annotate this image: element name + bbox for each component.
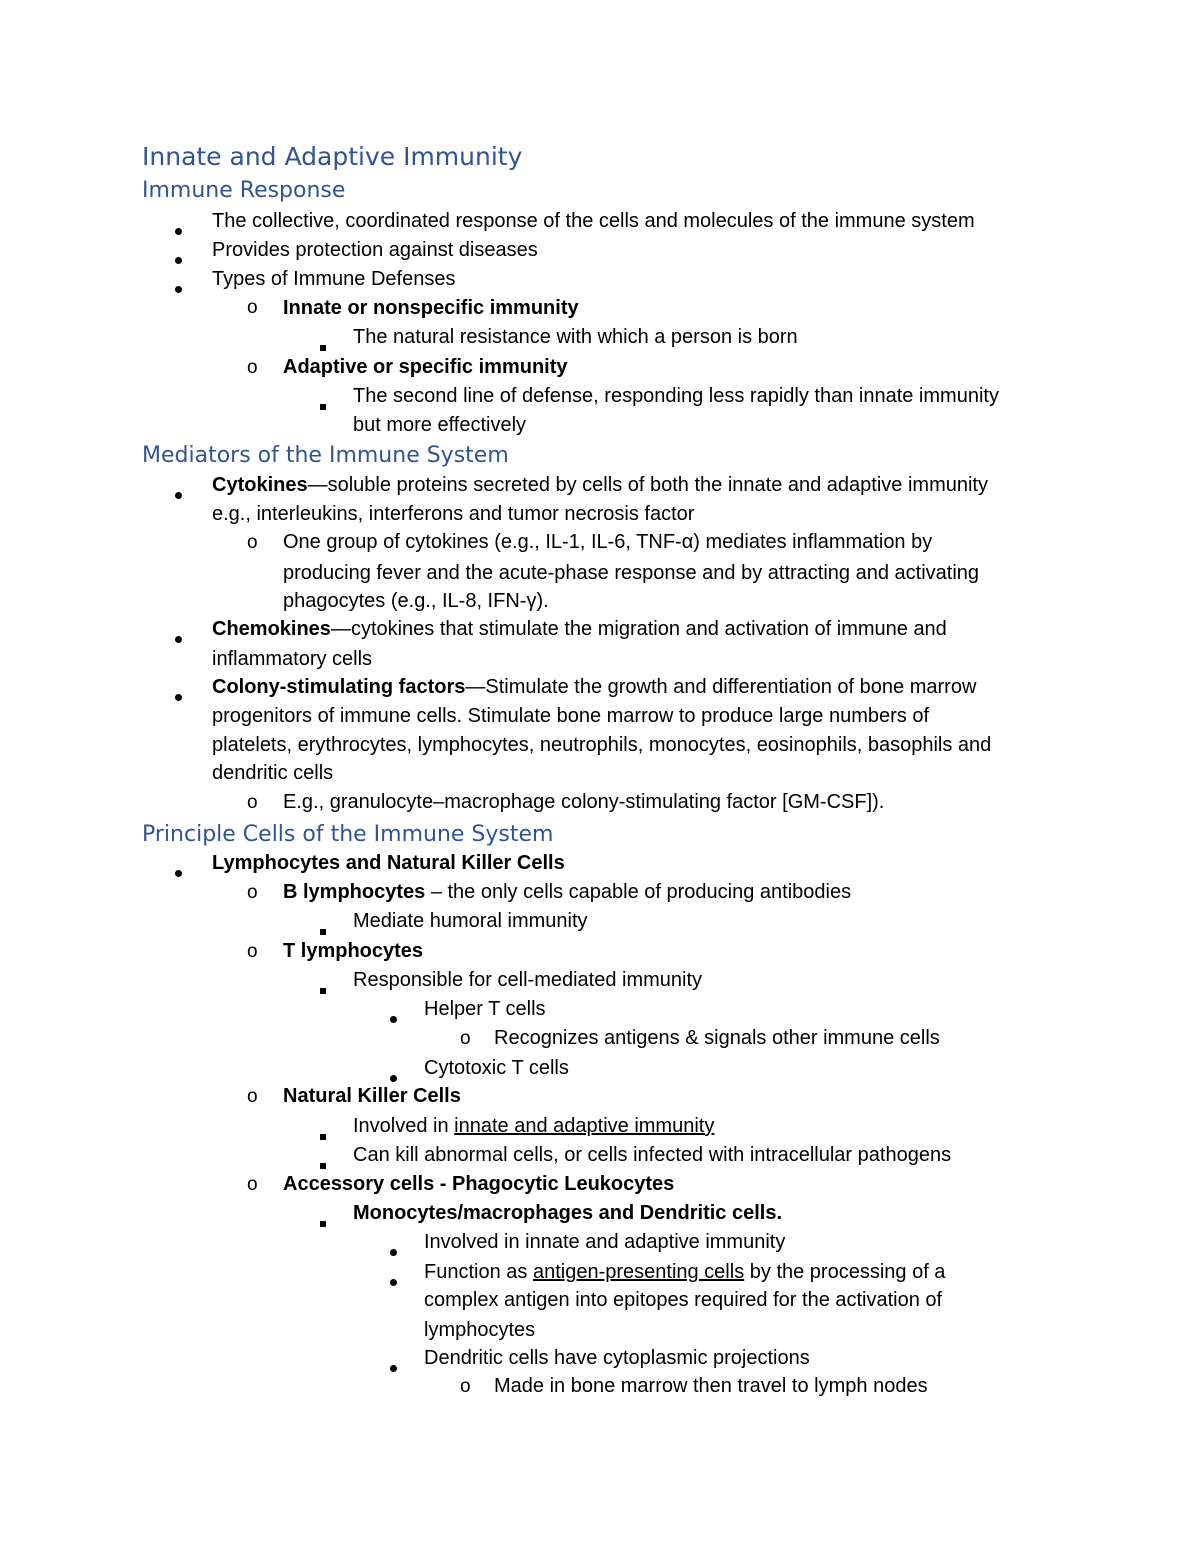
list-item: The collective, coordinated response of the cells and molecules of the immune system — [212, 210, 975, 232]
list-item: Function as antigen-presenting cells by the processing of a — [424, 1261, 946, 1283]
circle-bullet-icon: o — [247, 882, 258, 903]
heading-mediators: Mediators of the Immune System — [142, 443, 509, 468]
list-item: Lymphocytes and Natural Killer Cells — [212, 852, 565, 874]
bullet-icon — [175, 694, 182, 701]
list-item: Cytotoxic T cells — [424, 1057, 569, 1079]
list-item: Helper T cells — [424, 998, 546, 1020]
circle-bullet-icon: o — [247, 532, 258, 553]
list-item: Cytokines—soluble proteins secreted by cells of both the innate and adaptive immunity — [212, 474, 988, 496]
list-item-continuation: complex antigen into epitopes required for the activation of — [424, 1289, 943, 1311]
square-bullet-icon — [320, 1163, 326, 1169]
bullet-icon — [175, 228, 182, 235]
circle-bullet-icon: o — [247, 357, 258, 378]
list-item: E.g., granulocyte–macrophage colony-stimulating factor [GM-CSF]). — [283, 791, 885, 813]
list-item: Monocytes/macrophages and Dendritic cells. — [353, 1202, 783, 1224]
list-item: The natural resistance with which a person is born — [353, 326, 798, 348]
square-bullet-icon — [320, 1221, 326, 1227]
list-item: Recognizes antigens & signals other immune cells — [494, 1027, 940, 1049]
list-item: The second line of defense, responding less rapidly than innate immunity — [353, 385, 999, 407]
bullet-icon — [390, 1279, 397, 1286]
list-item: Provides protection against diseases — [212, 239, 538, 261]
list-item: Made in bone marrow then travel to lymph nodes — [494, 1375, 928, 1397]
list-item: T lymphocytes — [283, 940, 424, 962]
square-bullet-icon — [320, 345, 326, 351]
circle-bullet-icon: o — [460, 1028, 471, 1049]
circle-bullet-icon: o — [247, 1086, 258, 1107]
list-item-continuation: platelets, erythrocytes, lymphocytes, neutrophils, monocytes, eosinophils, basophils and — [212, 734, 992, 756]
list-item: Accessory cells - Phagocytic Leukocytes — [283, 1173, 675, 1195]
bullet-icon — [175, 870, 182, 877]
list-item-continuation: lymphocytes — [424, 1319, 536, 1341]
list-item-continuation: dendritic cells — [212, 762, 334, 784]
square-bullet-icon — [320, 929, 326, 935]
list-item: Types of Immune Defenses — [212, 268, 456, 290]
circle-bullet-icon: o — [247, 941, 258, 962]
list-item-continuation: phagocytes (e.g., IL-8, IFN-γ). — [283, 590, 549, 612]
list-item: Mediate humoral immunity — [353, 910, 588, 932]
circle-bullet-icon: o — [247, 1174, 258, 1195]
list-item-continuation: progenitors of immune cells. Stimulate bone marrow to produce large numbers of — [212, 705, 930, 727]
list-item-continuation: e.g., interleukins, interferons and tumor necrosis factor — [212, 503, 695, 525]
heading-principle-cells: Principle Cells of the Immune System — [142, 822, 554, 847]
circle-bullet-icon: o — [460, 1376, 471, 1397]
circle-bullet-icon: o — [247, 297, 258, 318]
bullet-icon — [390, 1249, 397, 1256]
bullet-icon — [390, 1365, 397, 1372]
bullet-icon — [390, 1075, 397, 1082]
square-bullet-icon — [320, 1134, 326, 1140]
page-title: Innate and Adaptive Immunity — [142, 142, 523, 171]
heading-immune-response: Immune Response — [142, 178, 346, 203]
bullet-icon — [390, 1016, 397, 1023]
list-item: Adaptive or specific immunity — [283, 356, 568, 378]
list-item: Responsible for cell-mediated immunity — [353, 969, 703, 991]
list-item-continuation: producing fever and the acute-phase response and by attracting and activating — [283, 562, 980, 584]
list-item: Involved in innate and adaptive immunity — [424, 1231, 786, 1253]
list-item: Natural Killer Cells — [283, 1085, 461, 1107]
list-item-continuation: but more effectively — [353, 414, 527, 436]
list-item: Chemokines—cytokines that stimulate the migration and activation of immune and — [212, 618, 947, 640]
circle-bullet-icon: o — [247, 792, 258, 813]
list-item: B lymphocytes – the only cells capable of producing antibodies — [283, 881, 852, 903]
list-item: Dendritic cells have cytoplasmic projections — [424, 1347, 810, 1369]
list-item: Can kill abnormal cells, or cells infected with intracellular pathogens — [353, 1144, 952, 1166]
list-item-continuation: inflammatory cells — [212, 648, 373, 670]
square-bullet-icon — [320, 404, 326, 410]
bullet-icon — [175, 257, 182, 264]
list-item: One group of cytokines (e.g., IL-1, IL-6, TNF-α) mediates inflammation by — [283, 531, 933, 553]
bullet-icon — [175, 286, 182, 293]
list-item: Innate or nonspecific immunity — [283, 297, 579, 319]
list-item: Involved in innate and adaptive immunity — [353, 1115, 715, 1137]
bullet-icon — [175, 492, 182, 499]
bullet-icon — [175, 636, 182, 643]
square-bullet-icon — [320, 988, 326, 994]
list-item: Colony-stimulating factors—Stimulate the growth and differentiation of bone marrow — [212, 676, 977, 698]
